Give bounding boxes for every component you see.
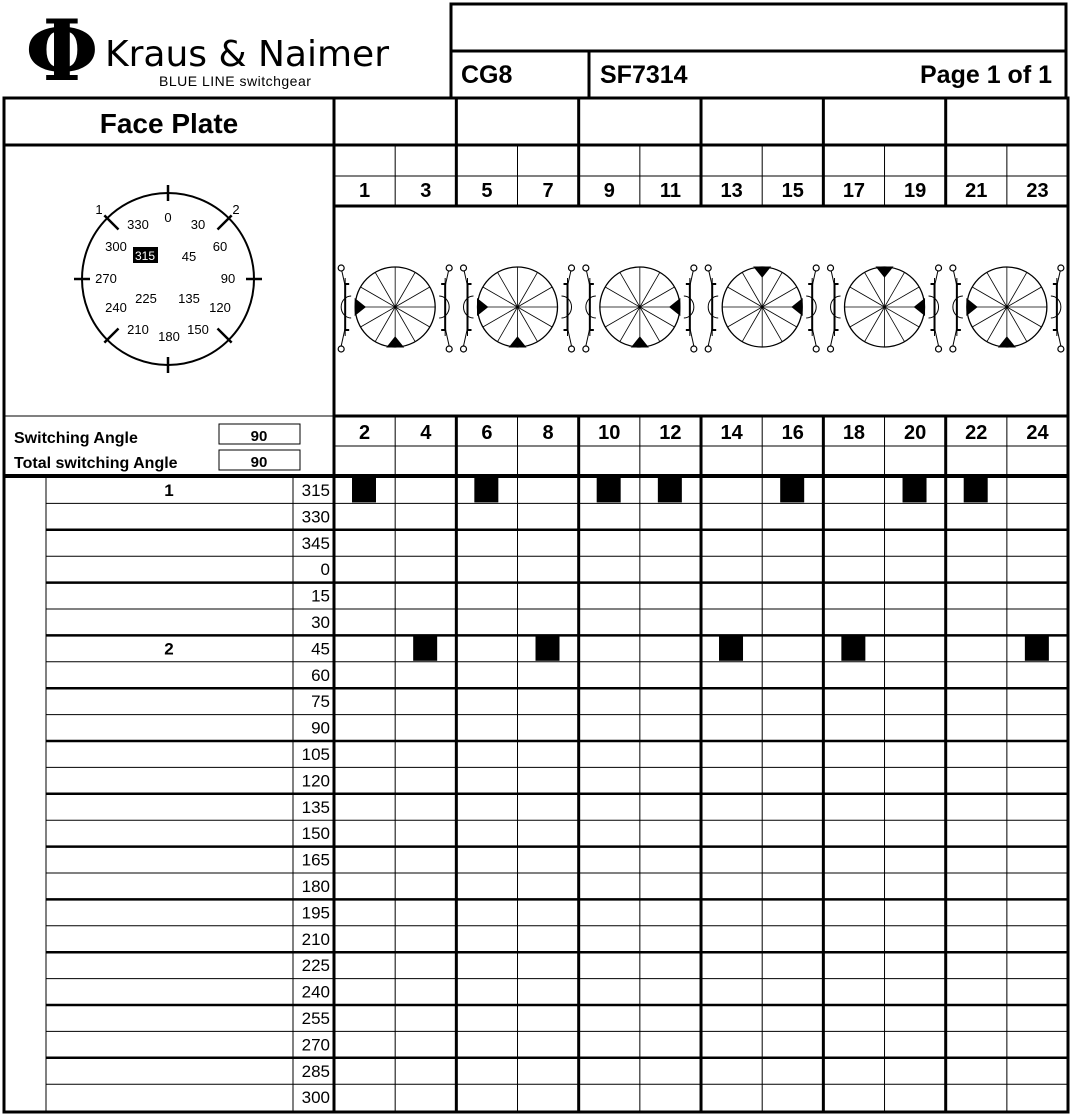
position-angle: 300 xyxy=(301,1088,330,1108)
position-row-270 xyxy=(46,1031,1068,1054)
position-row-60 xyxy=(46,662,1068,685)
dial-angle-270: 270 xyxy=(95,271,117,286)
page-indicator: Page 1 of 1 xyxy=(920,61,1052,89)
position-angle: 165 xyxy=(301,850,330,870)
position-row-195 xyxy=(46,899,1068,922)
position-angle: 270 xyxy=(301,1035,330,1055)
position-angle: 330 xyxy=(301,507,330,527)
switching-angle-settings xyxy=(14,424,300,472)
position-angle: 285 xyxy=(301,1061,330,1081)
position-angle: 105 xyxy=(301,745,330,764)
position-row-255 xyxy=(46,1005,1068,1028)
position-row-75 xyxy=(46,688,1068,711)
contact-closed-marker xyxy=(841,636,865,660)
switching-positions xyxy=(46,478,1068,1107)
dial-angle-120: 120 xyxy=(209,300,231,315)
terminal-top-21: 21 xyxy=(965,180,988,202)
grid-lines xyxy=(395,98,1007,1112)
position-row-225 xyxy=(46,952,1068,975)
brand-name: Kraus & Naimer xyxy=(105,34,390,75)
position-angle: 60 xyxy=(311,665,330,685)
contact-closed-marker xyxy=(780,478,804,502)
dial-angle-240: 240 xyxy=(105,300,127,315)
dial-angle-210: 210 xyxy=(127,322,149,337)
position-angle: 135 xyxy=(301,797,330,817)
terminal-top-17: 17 xyxy=(842,180,866,202)
position-row-45 xyxy=(46,635,1068,660)
position-row-345 xyxy=(46,530,1068,553)
position-row-315 xyxy=(164,478,987,502)
face-plate-title: Face Plate xyxy=(99,108,239,139)
terminal-bottom-16: 16 xyxy=(781,422,804,444)
dial-highlighted-angle: 315 xyxy=(134,249,156,263)
total-switching-angle-label: Total switching Angle xyxy=(14,455,178,472)
dial-angle-0: 0 xyxy=(164,210,172,225)
terminal-top-7: 7 xyxy=(542,180,554,202)
contact-closed-marker xyxy=(719,636,743,660)
terminal-top-19: 19 xyxy=(903,180,927,202)
position-angle: 90 xyxy=(311,718,330,738)
position-angle: 315 xyxy=(301,481,330,500)
contact-closed-marker xyxy=(352,478,376,502)
terminal-bottom-8: 8 xyxy=(542,422,554,444)
contact-closed-marker xyxy=(597,478,621,502)
dial-angle-150: 150 xyxy=(187,322,209,337)
position-row-210 xyxy=(46,926,1068,949)
dial-angle-300: 300 xyxy=(105,239,127,254)
dial-position-label-1: 1 xyxy=(95,202,103,217)
contact-closed-marker xyxy=(903,478,927,502)
contact-cams xyxy=(338,265,1064,352)
position-label: 1 xyxy=(164,481,174,500)
position-angle: 120 xyxy=(301,771,330,791)
contact-closed-marker xyxy=(964,478,988,502)
terminal-top-3: 3 xyxy=(420,180,432,202)
terminal-bottom-20: 20 xyxy=(903,422,927,444)
terminal-top-13: 13 xyxy=(720,180,743,202)
contact-closed-marker xyxy=(536,636,560,660)
position-angle: 345 xyxy=(301,533,330,553)
terminal-top-11: 11 xyxy=(659,180,682,202)
switching-angle-value: 90 xyxy=(250,428,268,445)
position-row-330 xyxy=(46,503,1068,526)
contact-cam-2 xyxy=(461,265,575,352)
position-row-240 xyxy=(46,979,1068,1002)
position-angle: 195 xyxy=(301,903,330,923)
position-row-90 xyxy=(46,715,1068,738)
contact-cam-5 xyxy=(828,265,942,352)
terminal-bottom-18: 18 xyxy=(842,422,866,444)
dial-angle-330: 330 xyxy=(127,217,149,232)
contact-closed-marker xyxy=(1025,636,1049,660)
position-row-180 xyxy=(46,873,1068,896)
position-angle: 180 xyxy=(301,877,330,896)
position-row-15 xyxy=(46,583,1068,606)
terminal-bottom-12: 12 xyxy=(659,422,682,444)
logo-icon: Φ xyxy=(25,1,99,100)
total-switching-angle-value: 90 xyxy=(250,454,268,471)
position-row-30 xyxy=(46,609,1068,632)
position-row-300 xyxy=(46,1084,1068,1107)
position-row-165 xyxy=(46,847,1068,870)
position-angle: 150 xyxy=(301,824,330,844)
main-frame xyxy=(4,98,1068,1112)
terminal-bottom-14: 14 xyxy=(720,422,743,444)
position-row-0 xyxy=(46,556,1068,579)
terminal-bottom-10: 10 xyxy=(598,422,621,444)
dial-angle-180: 180 xyxy=(158,329,180,344)
terminal-bottom-24: 24 xyxy=(1026,422,1049,444)
position-angle: 30 xyxy=(311,613,330,632)
terminal-bottom-6: 6 xyxy=(481,422,493,444)
terminal-top-1: 1 xyxy=(359,180,371,202)
dial-angle-135: 135 xyxy=(178,291,200,306)
position-row-150 xyxy=(46,820,1068,843)
contact-cam-6 xyxy=(950,265,1064,352)
contact-closed-marker xyxy=(658,478,682,502)
contact-closed-marker xyxy=(474,478,498,502)
position-angle: 0 xyxy=(320,560,330,580)
contact-cam-3 xyxy=(583,265,697,352)
terminal-top-5: 5 xyxy=(481,180,493,202)
terminal-bottom-4: 4 xyxy=(420,422,432,444)
position-angle: 255 xyxy=(301,1009,330,1028)
contact-cam-4 xyxy=(705,265,819,352)
position-angle: 225 xyxy=(301,956,330,976)
face-plate-dial xyxy=(74,185,262,373)
position-angle: 45 xyxy=(311,639,330,659)
position-row-285 xyxy=(46,1058,1068,1081)
position-label: 2 xyxy=(164,639,174,659)
series-code: CG8 xyxy=(461,61,513,89)
terminal-bottom-2: 2 xyxy=(359,422,371,444)
dial-angle-30: 30 xyxy=(190,217,206,232)
position-row-105 xyxy=(46,741,1068,764)
header xyxy=(25,1,1066,100)
brand-tagline: BLUE LINE switchgear xyxy=(159,73,312,89)
terminal-top-15: 15 xyxy=(781,180,804,202)
terminal-bottom-22: 22 xyxy=(965,422,988,444)
program-number: SF7314 xyxy=(600,61,688,89)
contact-cam-1 xyxy=(338,265,452,352)
position-angle: 75 xyxy=(311,692,330,712)
dial-angle-45: 45 xyxy=(181,249,197,264)
terminal-top-9: 9 xyxy=(603,180,615,202)
terminal-top-23: 23 xyxy=(1026,180,1049,202)
position-row-120 xyxy=(46,767,1068,790)
position-angle: 240 xyxy=(301,982,330,1002)
position-row-135 xyxy=(46,794,1068,817)
dial-angle-60: 60 xyxy=(212,239,228,254)
position-angle: 210 xyxy=(301,929,330,949)
dial-angle-225: 225 xyxy=(135,291,157,306)
switching-angle-label: Switching Angle xyxy=(14,430,138,447)
dial-angle-90: 90 xyxy=(220,271,236,286)
contact-closed-marker xyxy=(413,636,437,660)
position-angle: 15 xyxy=(311,586,330,606)
dial-position-label-2: 2 xyxy=(232,202,240,217)
